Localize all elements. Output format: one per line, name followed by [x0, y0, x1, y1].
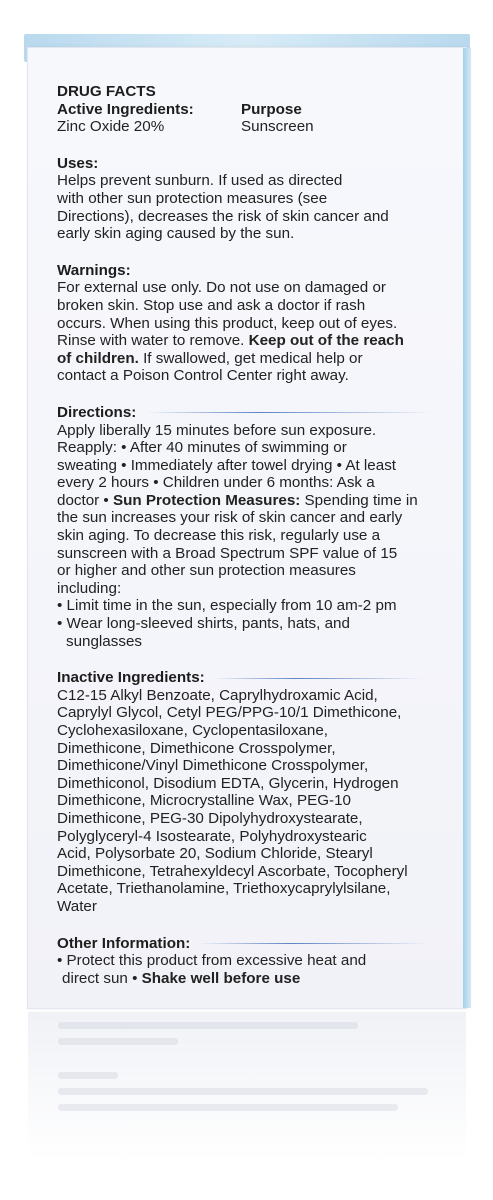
- drug-facts-title: DRUG FACTS: [57, 83, 156, 100]
- directions-line: [57, 492, 457, 510]
- warnings-text: If swallowed, get medical help or: [138, 349, 363, 367]
- other-heading-row: [57, 935, 457, 953]
- inactive-line: Acetate, Triethanolamine, Triethoxycaprylylsilane,: [57, 880, 391, 898]
- inactive-line: Cyclohexasiloxane, Cyclopentasiloxane,: [57, 722, 328, 739]
- directions-text: Spending time in: [300, 491, 418, 509]
- directions-heading-row: [57, 404, 457, 422]
- reflection-line: [58, 1072, 118, 1079]
- inactive-line: Dimethicone, Microcrystalline Wax, PEG-10: [57, 792, 351, 810]
- directions-line: including:: [57, 579, 122, 597]
- active-ingredients-label: Active Ingredients:: [57, 100, 194, 118]
- directions-text: doctor •: [57, 491, 113, 509]
- uses-line: with other sun protection measures (see: [57, 189, 328, 207]
- other-information-heading: Other Information:: [57, 934, 191, 952]
- directions-section: [57, 404, 457, 650]
- reflection-line: [58, 1088, 428, 1095]
- directions-bullet: • Limit time in the sun, especially from 10 am-2 pm: [57, 597, 397, 615]
- uses-heading: Uses:: [57, 154, 99, 172]
- section-divider: [213, 678, 423, 679]
- uses-section: [57, 155, 457, 243]
- other-line: • Protect this product from excessive heat and: [57, 952, 367, 970]
- sun-protection-heading: Sun Protection Measures:: [112, 491, 301, 509]
- directions-line: sweating • Immediately after towel drying • At least: [57, 456, 397, 474]
- warnings-line: broken skin. Stop use and ask a doctor if rash: [57, 296, 366, 314]
- directions-bullet-continuation: sunglasses: [66, 632, 142, 650]
- section-divider: [144, 412, 434, 413]
- inactive-ingredients-section: [57, 669, 457, 915]
- active-purpose-header: [57, 101, 457, 119]
- warnings-text: Rinse with water to remove.: [57, 332, 249, 350]
- warnings-line: contact a Poison Control Center right away.: [57, 367, 349, 385]
- warnings-line: [57, 350, 457, 368]
- reflection-line: [58, 1022, 358, 1029]
- inactive-line: Water: [57, 897, 97, 915]
- warnings-line: [57, 332, 457, 350]
- warnings-heading: Warnings:: [57, 261, 131, 279]
- directions-line: sunscreen with a Broad Spectrum SPF value of 15: [57, 544, 398, 562]
- other-information-section: [57, 935, 457, 988]
- warnings-line: occurs. When using this product, keep out of eyes.: [57, 314, 398, 332]
- directions-heading: Directions:: [57, 403, 137, 421]
- reflection-line: [58, 1104, 398, 1111]
- inactive-line: Dimethiconol, Disodium EDTA, Glycerin, Hydrogen: [57, 774, 399, 792]
- inactive-line: Dimethicone, PEG-30 Dipolyhydroxystearate,: [57, 809, 363, 827]
- directions-line: the sun increases your risk of skin cancer and early: [57, 509, 403, 527]
- directions-line: Reapply: • After 40 minutes of swimming or: [57, 439, 347, 457]
- drug-facts-content: [57, 83, 457, 987]
- directions-bullet: • Wear long-sleeved shirts, pants, hats, and: [57, 615, 350, 633]
- other-text: direct sun •: [62, 969, 142, 987]
- inactive-line: Acid, Polysorbate 20, Sodium Chloride, Stearyl: [57, 845, 373, 863]
- inactive-line: C12-15 Alkyl Benzoate, Caprylhydroxamic Acid,: [57, 686, 378, 704]
- purpose-value: Sunscreen: [241, 118, 314, 136]
- section-divider: [198, 943, 428, 944]
- uses-line: Directions), decreases the risk of skin cancer and: [57, 207, 389, 225]
- inactive-line: Dimethicone, Tetrahexyldecyl Ascorbate, Tocopheryl: [57, 862, 408, 880]
- inactive-line: Polyglyceryl-4 Isostearate, Polyhydroxystearic: [57, 827, 367, 845]
- panel-reflection: [28, 1012, 466, 1162]
- inactive-line: Dimethicone, Dimethicone Crosspolymer,: [57, 739, 336, 757]
- inactive-ingredients-heading: Inactive Ingredients:: [57, 669, 205, 687]
- inactive-line: Dimethicone/Vinyl Dimethicone Crosspolymer,: [57, 757, 369, 775]
- directions-line: every 2 hours • Children under 6 months: Ask a: [57, 474, 375, 492]
- inactive-heading-row: [57, 669, 457, 687]
- box-side-edge: [463, 48, 471, 1008]
- active-purpose-row: [57, 118, 457, 136]
- directions-line: Apply liberally 15 minutes before sun exposure.: [57, 421, 377, 439]
- shake-well-text: Shake well before use: [141, 969, 301, 987]
- directions-line: or higher and other sun protection measures: [57, 562, 356, 580]
- directions-line: skin aging. To decrease this risk, regularly use a: [57, 527, 381, 545]
- warnings-line: For external use only. Do not use on damaged or: [57, 279, 386, 297]
- keep-out-of-reach-text: Keep out of the reach: [248, 332, 404, 350]
- warnings-section: [57, 262, 457, 385]
- active-ingredient-value: Zinc Oxide 20%: [57, 118, 165, 136]
- purpose-label: Purpose: [241, 100, 302, 118]
- keep-out-of-reach-text: of children.: [57, 349, 139, 367]
- uses-line: Helps prevent sunburn. If used as directed: [57, 172, 343, 190]
- other-line: [57, 970, 457, 988]
- reflection-line: [58, 1038, 178, 1045]
- inactive-line: Caprylyl Glycol, Cetyl PEG/PPG-10/1 Dimethicone,: [57, 704, 402, 722]
- uses-line: early skin aging caused by the sun.: [57, 225, 295, 243]
